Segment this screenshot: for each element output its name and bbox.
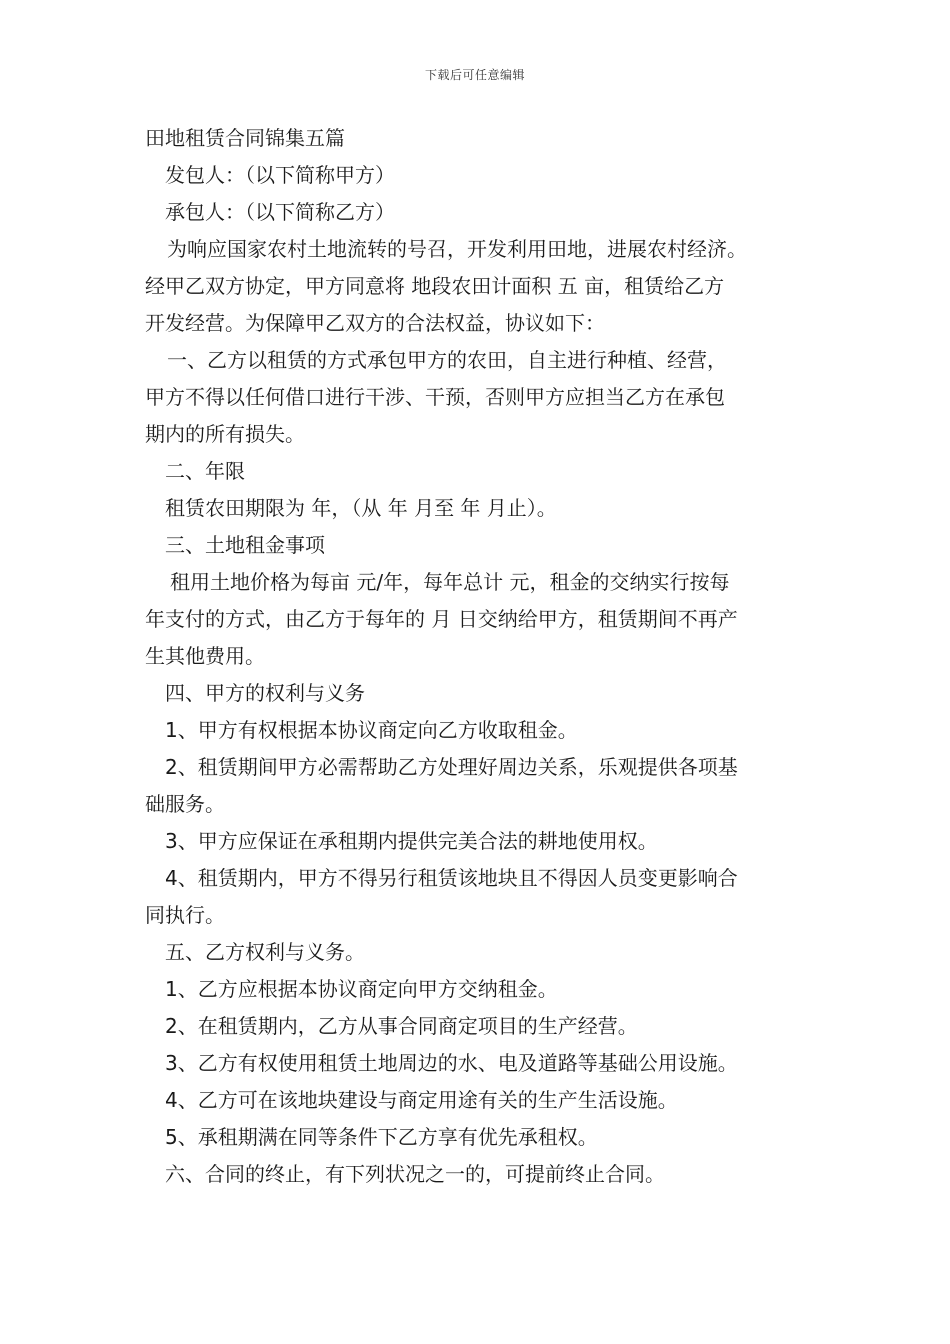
document-line: 承包人：（以下简称乙方） bbox=[165, 200, 395, 224]
document-line: 3、乙方有权使用租赁土地周边的水、电及道路等基础公用设施。 bbox=[165, 1051, 738, 1075]
document-line: 5、承租期满在同等条件下乙方享有优先承租权。 bbox=[165, 1125, 598, 1149]
document-line: 六、合同的终止，有下列状况之一的，可提前终止合同。 bbox=[165, 1162, 665, 1186]
document-line: 1、乙方应根据本协议商定向甲方交纳租金。 bbox=[165, 977, 558, 1001]
document-line: 4、租赁期内，甲方不得另行租赁该地块且不得因人员变更影响合 bbox=[165, 866, 738, 890]
document-line: 一、乙方以租赁的方式承包甲方的农田，自主进行种植、经营， bbox=[167, 348, 727, 372]
document-line: 四、甲方的权利与义务 bbox=[165, 681, 365, 705]
document-line: 生其他费用。 bbox=[145, 644, 265, 668]
document-line: 1、甲方有权根据本协议商定向乙方收取租金。 bbox=[165, 718, 578, 742]
document-line: 甲方不得以任何借口进行干涉、干预，否则甲方应担当乙方在承包 bbox=[145, 385, 725, 409]
document-title: 田地租赁合同锦集五篇 bbox=[145, 126, 345, 150]
document-line: 2、在租赁期内，乙方从事合同商定项目的生产经营。 bbox=[165, 1014, 638, 1038]
header-note: 下载后可任意编辑 bbox=[424, 68, 525, 82]
document-line: 二、年限 bbox=[165, 459, 245, 483]
document-line: 开发经营。为保障甲乙双方的合法权益，协议如下： bbox=[145, 311, 605, 335]
document-line: 2、租赁期间甲方必需帮助乙方处理好周边关系，乐观提供各项基 bbox=[165, 755, 738, 779]
document-line: 发包人：（以下简称甲方） bbox=[165, 163, 395, 187]
document-line: 租赁农田期限为 年，（从 年 月至 年 月止）。 bbox=[165, 496, 557, 520]
document-line: 为响应国家农村土地流转的号召，开发利用田地，进展农村经济。 bbox=[167, 237, 747, 261]
document-line: 租用土地价格为每亩 元/年，每年总计 元，租金的交纳实行按每 bbox=[170, 570, 730, 594]
document-line: 同执行。 bbox=[145, 903, 225, 927]
document-line: 期内的所有损失。 bbox=[145, 422, 305, 446]
document-line: 础服务。 bbox=[145, 792, 225, 816]
document-body bbox=[145, 120, 815, 1193]
document-line: 五、乙方权利与义务。 bbox=[165, 940, 365, 964]
document-line: 3、甲方应保证在承租期内提供完美合法的耕地使用权。 bbox=[165, 829, 658, 853]
document-line: 4、乙方可在该地块建设与商定用途有关的生产生活设施。 bbox=[165, 1088, 678, 1112]
document-line: 年支付的方式，由乙方于每年的 月 日交纳给甲方，租赁期间不再产 bbox=[145, 607, 738, 631]
document-line: 三、土地租金事项 bbox=[165, 533, 325, 557]
document-line: 经甲乙双方协定，甲方同意将 地段农田计面积 五 亩，租赁给乙方 bbox=[145, 274, 725, 298]
